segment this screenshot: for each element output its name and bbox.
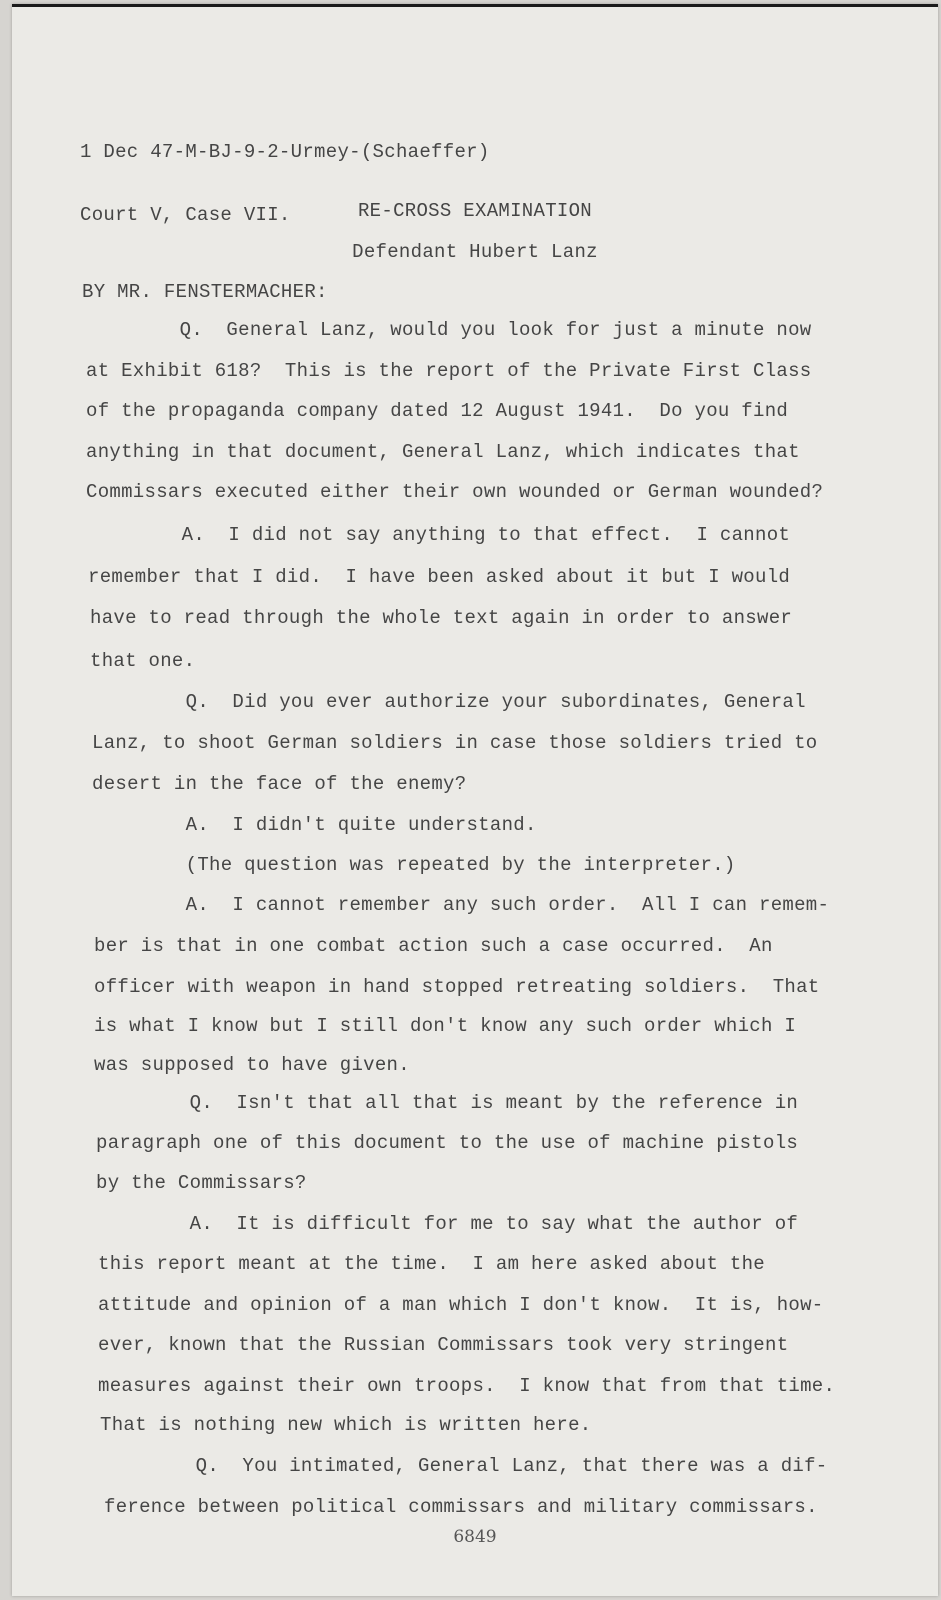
transcript-line: by the Commissars? [96,1172,307,1194]
transcript-line: ference between political commissars and military commissars. [104,1496,818,1518]
transcript-line: remember that I did. I have been asked about it but I would [88,566,791,588]
transcript-line: ever, known that the Russian Commissars took very stringent [98,1334,789,1356]
transcript-line: at Exhibit 618? This is the report of the Private First Class [86,360,812,382]
transcript-line: Q. General Lanz, would you look for just a minute now [86,319,812,341]
transcript-line: was supposed to have given. [94,1054,410,1076]
transcript-line: have to read through the whole text again in order to answer [90,607,793,629]
transcript-line: A. It is difficult for me to say what the author of [96,1213,799,1235]
transcript-line: Q. Did you ever authorize your subordinates, General [92,691,806,713]
transcript-line: attitude and opinion of a man which I don't know. It is, how- [98,1294,824,1316]
subtitle: Defendant Hubert Lanz [352,241,598,263]
transcript-line: paragraph one of this document to the use of machine pistols [96,1132,799,1154]
transcript-line: Lanz, to shoot German soldiers in case those soldiers tried to [92,732,818,754]
transcript-line: A. I did not say anything to that effect. I cannot [88,524,791,546]
transcript-line: A. I didn't quite understand. [92,814,537,836]
transcript-line: this report meant at the time. I am here asked about the [98,1253,766,1275]
transcript-line: is what I know but I still don't know any such order which I [94,1015,797,1037]
transcript-line: That is nothing new which is written here. [100,1414,592,1436]
header-line-1: 1 Dec 47-M-BJ-9-2-Urmey-(Schaeffer) [80,141,490,163]
transcript-line: (The question was repeated by the interpreter.) [92,854,736,876]
transcript-line: A. I cannot remember any such order. All I can remem- [92,894,830,916]
transcript-line: Commissars executed either their own wounded or German wounded? [86,481,824,503]
transcript-line: that one. [90,650,196,672]
transcript-line: officer with weapon in hand stopped retreating soldiers. That [94,976,820,998]
page-number: 6849 [453,1527,497,1547]
transcript-line: Q. You intimated, General Lanz, that there was a dif- [102,1455,828,1477]
header-line-2: Court V, Case VII. [80,204,291,226]
transcript-line: ber is that in one combat action such a case occurred. An [94,935,773,957]
top-edge [12,4,938,7]
section-title: RE-CROSS EXAMINATION [357,200,593,222]
transcript-line: Q. Isn't that all that is meant by the reference in [96,1092,799,1114]
transcript-line: anything in that document, General Lanz, which indicates that [86,441,800,463]
transcript-line: measures against their own troops. I know that from that time. [98,1375,836,1397]
transcript-line: desert in the face of the enemy? [92,773,467,795]
transcript-line: of the propaganda company dated 12 August 1941. Do you find [86,400,789,422]
examiner-label: BY MR. FENSTERMACHER: [82,281,328,303]
document-page [12,4,938,1596]
